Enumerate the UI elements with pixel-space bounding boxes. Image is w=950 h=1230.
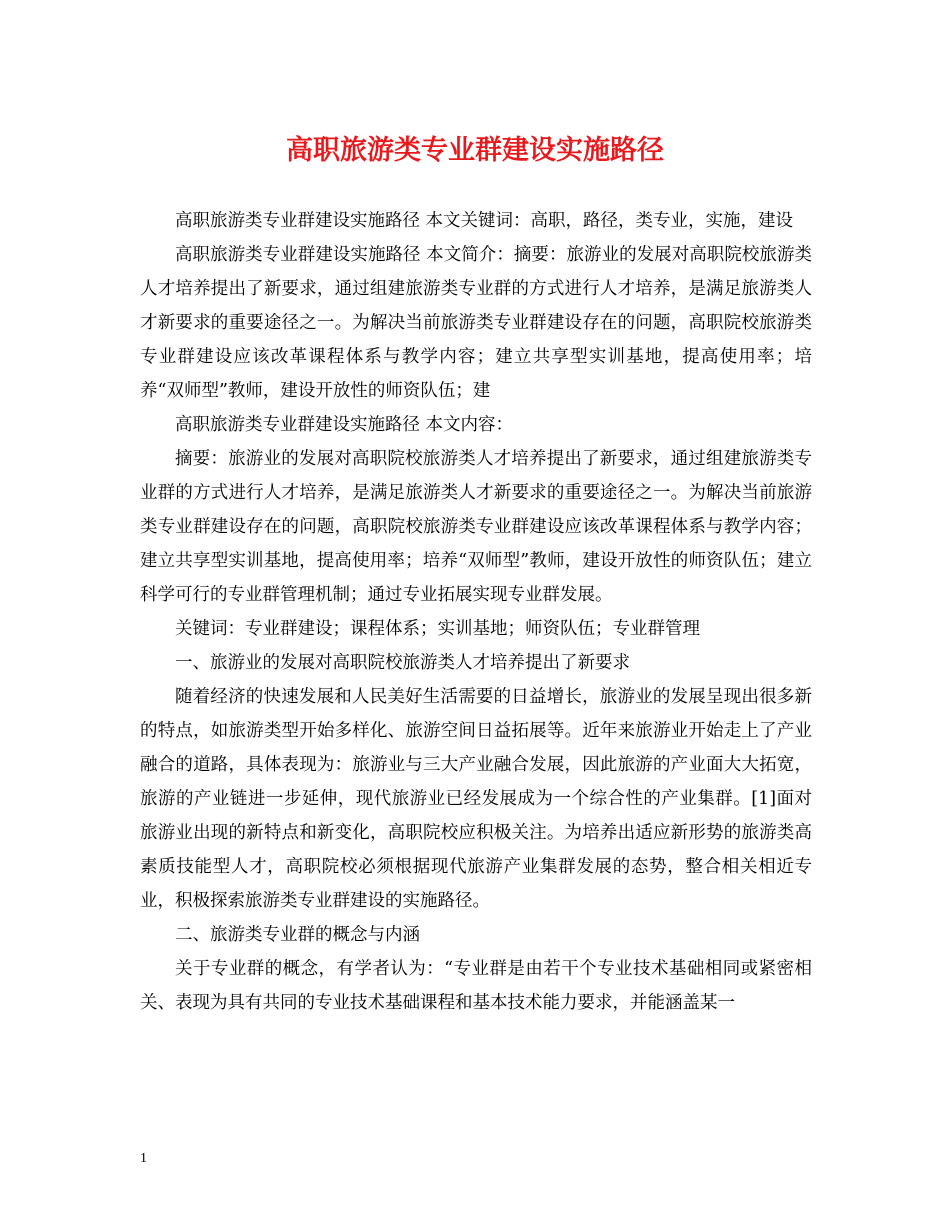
document-title: 高职旅游类专业群建设实施路径 bbox=[286, 135, 664, 166]
section-one-body: 随着经济的快速发展和人民美好生活需要的日益增长，旅游业的发展呈现出很多新的特点，如旅游类型开始多样化、旅游空间日益拓展等。近年来旅游业开始走上了产业融合的道路，具体表现为：旅游业与三大产业融合发展，因此旅游的产业面大大拓宽，旅游的产业链进一步延伸，现代旅游业已经发展成为一个综合性的产业集群。[1]面对旅游业出现的新特点和新变化，高职院校应积极关注。为培养出适应新形势的旅游类高素质技能型人才，高职院校必须根据现代旅游产业集群发展的态势，整合相关相近专业，积极探索旅游类专业群建设的实施路径。 bbox=[140, 687, 812, 911]
keywords-paragraph: 关键词：专业群建设；课程体系；实训基地；师资队伍；专业群管理 bbox=[175, 619, 700, 639]
document-body bbox=[140, 204, 812, 1020]
section-one-heading: 一、旅游业的发展对高职院校旅游类人才培养提出了新要求 bbox=[175, 653, 630, 673]
section-two-body: 关于专业群的概念，有学者认为：“专业群是由若干个专业技术基础相同或紧密相关、表现为具有共同的专业技术基础课程和基本技术能力要求，并能涵盖某一 bbox=[140, 959, 812, 1013]
keywords-summary-paragraph: 高职旅游类专业群建设实施路径 本文关键词：高职，路径，类专业，实施，建设 bbox=[175, 211, 794, 231]
content-heading-paragraph: 高职旅游类专业群建设实施路径 本文内容： bbox=[175, 415, 514, 435]
abstract-paragraph: 摘要：旅游业的发展对高职院校旅游类人才培养提出了新要求，通过组建旅游类专业群的方式进行人才培养，是满足旅游类人才新要求的重要途径之一。为解决当前旅游类专业群建设存在的问题，高职院校旅游类专业群建设应该改革课程体系与教学内容；建立共享型实训基地，提高使用率；培养“双师型”教师，建设开放性的师资队伍；建立科学可行的专业群管理机制；通过专业拓展实现专业群发展。 bbox=[140, 449, 812, 605]
section-two-heading: 二、旅游类专业群的概念与内涵 bbox=[175, 925, 420, 945]
page-number: 1 bbox=[140, 1151, 147, 1166]
intro-summary-paragraph: 高职旅游类专业群建设实施路径 本文简介：摘要：旅游业的发展对高职院校旅游类人才培养提出了新要求，通过组建旅游类专业群的方式进行人才培养，是满足旅游类人才新要求的重要途径之一。为解决当前旅游类专业群建设存在的问题，高职院校旅游类专业群建设应该改革课程体系与教学内容；建立共享型实训基地，提高使用率；培养“双师型”教师，建设开放性的师资队伍；建 bbox=[140, 245, 812, 401]
